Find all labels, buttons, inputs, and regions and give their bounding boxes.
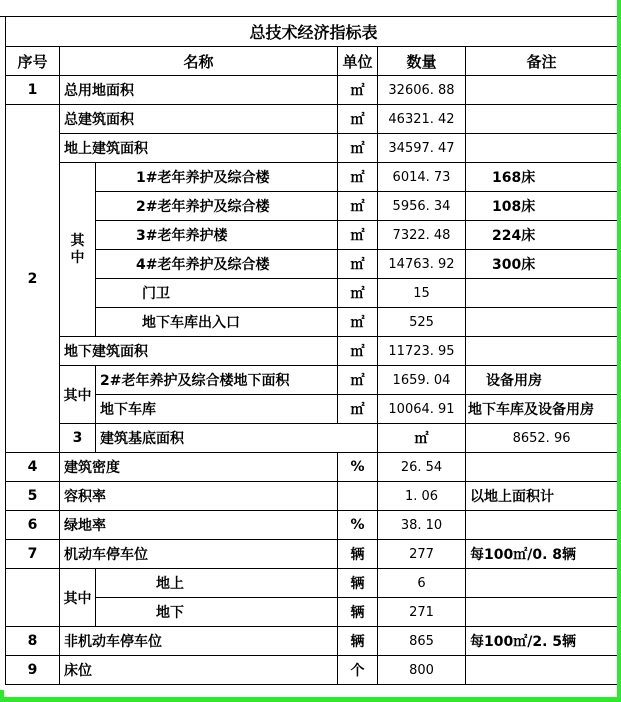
- table-row: [6, 656, 618, 685]
- row-remark: 300床: [466, 250, 618, 279]
- row-unit: 个: [338, 656, 378, 685]
- table-row: [6, 337, 618, 366]
- sub-group-label: 其中: [60, 163, 96, 337]
- row-name: 绿地率: [60, 511, 338, 540]
- row-name: 2#老年养护及综合楼地下面积: [96, 366, 338, 395]
- row-remark: [466, 453, 618, 482]
- table-row: [6, 221, 618, 250]
- table-row: [6, 308, 618, 337]
- row-unit: ㎡: [338, 134, 378, 163]
- row-no: 9: [6, 656, 60, 685]
- row-no: 3: [60, 424, 96, 453]
- row-unit: 辆: [338, 540, 378, 569]
- row-unit: ㎡: [338, 192, 378, 221]
- row-name: 4#老年养护及综合楼: [96, 250, 338, 279]
- row-name: 总建筑面积: [60, 105, 338, 134]
- row-remark: 设备用房: [466, 366, 618, 395]
- row-no: 4: [6, 453, 60, 482]
- row-name: 建筑密度: [60, 453, 338, 482]
- selection-border-right: [617, 0, 621, 702]
- row-remark: [466, 134, 618, 163]
- row-qty: 32606. 88: [378, 76, 466, 105]
- row-unit: ㎡: [338, 308, 378, 337]
- row-unit: ㎡: [338, 366, 378, 395]
- row-qty: 38. 10: [378, 511, 466, 540]
- row-name: 地上建筑面积: [60, 134, 338, 163]
- row-unit: ㎡: [338, 250, 378, 279]
- row-unit: %: [338, 453, 378, 482]
- row-qty: 34597. 47: [378, 134, 466, 163]
- table-row: [6, 511, 618, 540]
- row-remark: 108床: [466, 192, 618, 221]
- row-unit: ㎡: [338, 279, 378, 308]
- row-qty: 6014. 73: [378, 163, 466, 192]
- row-qty: 11723. 95: [378, 337, 466, 366]
- row-name: 总用地面积: [60, 76, 338, 105]
- header-name: 名称: [60, 47, 338, 76]
- row-no: 1: [6, 76, 60, 105]
- table-row: [6, 569, 618, 598]
- row-name: 床位: [60, 656, 338, 685]
- row-unit: 辆: [338, 627, 378, 656]
- row-remark: [466, 656, 618, 685]
- row-name: 地下建筑面积: [60, 337, 338, 366]
- header-no: 序号: [6, 47, 60, 76]
- selection-border-left: [0, 690, 4, 702]
- row-remark: 每100㎡/0. 8辆: [466, 540, 618, 569]
- row-qty: 1659. 04: [378, 366, 466, 395]
- table-row: [6, 627, 618, 656]
- row-qty: 277: [378, 540, 466, 569]
- table-row: [6, 598, 618, 627]
- sheet-top-frame: [0, 0, 621, 17]
- row-remark: [466, 569, 618, 598]
- row-qty: 5956. 34: [378, 192, 466, 221]
- row-remark: 每100㎡/2. 5辆: [466, 627, 618, 656]
- row-unit: 辆: [338, 598, 378, 627]
- row-unit: ㎡: [338, 337, 378, 366]
- row-no: 2: [6, 105, 60, 453]
- row-unit: ㎡: [338, 163, 378, 192]
- row-remark: [466, 308, 618, 337]
- row-name: 2#老年养护及综合楼: [96, 192, 338, 221]
- table-row: [6, 453, 618, 482]
- row-remark: [466, 511, 618, 540]
- row-qty: 46321. 42: [378, 105, 466, 134]
- row-unit: ㎡: [338, 76, 378, 105]
- table-row: [6, 105, 618, 134]
- row-qty: 26. 54: [378, 453, 466, 482]
- row-remark: 以地上面积计: [466, 482, 618, 511]
- row-no: 6: [6, 511, 60, 540]
- row-qty: 271: [378, 598, 466, 627]
- row-remark: [466, 76, 618, 105]
- table-row: [6, 366, 618, 395]
- row-name: 3#老年养护楼: [96, 221, 338, 250]
- row-remark: [466, 105, 618, 134]
- row-no: [6, 569, 60, 627]
- table-row: [6, 134, 618, 163]
- row-name: 地下车库: [96, 395, 338, 424]
- row-no: 5: [6, 482, 60, 511]
- selection-border-bottom: [0, 697, 621, 702]
- table-row: [6, 482, 618, 511]
- table-row: [6, 76, 618, 105]
- header-unit: 单位: [338, 47, 378, 76]
- header-remark: 备注: [466, 47, 618, 76]
- table-row: [6, 395, 618, 424]
- row-unit: 辆: [338, 569, 378, 598]
- sub-group-label: 其中: [60, 569, 96, 627]
- row-name: 1#老年养护及综合楼: [96, 163, 338, 192]
- row-qty: 525: [378, 308, 466, 337]
- row-qty: 1. 06: [378, 482, 466, 511]
- row-qty: 7322. 48: [378, 221, 466, 250]
- row-name: 建筑基底面积: [96, 424, 378, 453]
- table-row: [6, 424, 618, 453]
- row-unit: ㎡: [338, 105, 378, 134]
- row-unit: ㎡: [378, 424, 466, 453]
- row-remark: 224床: [466, 221, 618, 250]
- row-name: 机动车停车位: [60, 540, 338, 569]
- row-no: 8: [6, 627, 60, 656]
- row-name: 地下车库出入口: [96, 308, 338, 337]
- row-remark: 168床: [466, 163, 618, 192]
- row-qty: 6: [378, 569, 466, 598]
- header-row: [6, 47, 618, 76]
- row-qty: 14763. 92: [378, 250, 466, 279]
- row-qty: 800: [378, 656, 466, 685]
- row-qty: 15: [378, 279, 466, 308]
- row-qty: 865: [378, 627, 466, 656]
- row-no: 7: [6, 540, 60, 569]
- table-row: [6, 540, 618, 569]
- row-remark: [466, 337, 618, 366]
- row-name: 非机动车停车位: [60, 627, 338, 656]
- row-name: 容积率: [60, 482, 338, 511]
- row-remark: 地下车库及设备用房: [466, 395, 618, 424]
- row-name: 地上: [96, 569, 338, 598]
- row-qty: 8652. 96: [466, 424, 618, 453]
- row-name: 门卫: [96, 279, 338, 308]
- table-row: [6, 192, 618, 221]
- row-unit: ㎡: [338, 395, 378, 424]
- table-row: [6, 250, 618, 279]
- table-row: [6, 279, 618, 308]
- row-name: 地下: [96, 598, 338, 627]
- row-qty: 10064. 91: [378, 395, 466, 424]
- header-qty: 数量: [378, 47, 466, 76]
- table-title: 总技术经济指标表: [6, 17, 618, 47]
- row-unit: [338, 482, 378, 511]
- table-row: [6, 163, 618, 192]
- row-unit: %: [338, 511, 378, 540]
- row-unit: ㎡: [338, 221, 378, 250]
- sub-group-label: 其中: [60, 366, 96, 424]
- row-remark: [466, 279, 618, 308]
- row-remark: [466, 598, 618, 627]
- technical-economic-indicator-table: [5, 16, 618, 685]
